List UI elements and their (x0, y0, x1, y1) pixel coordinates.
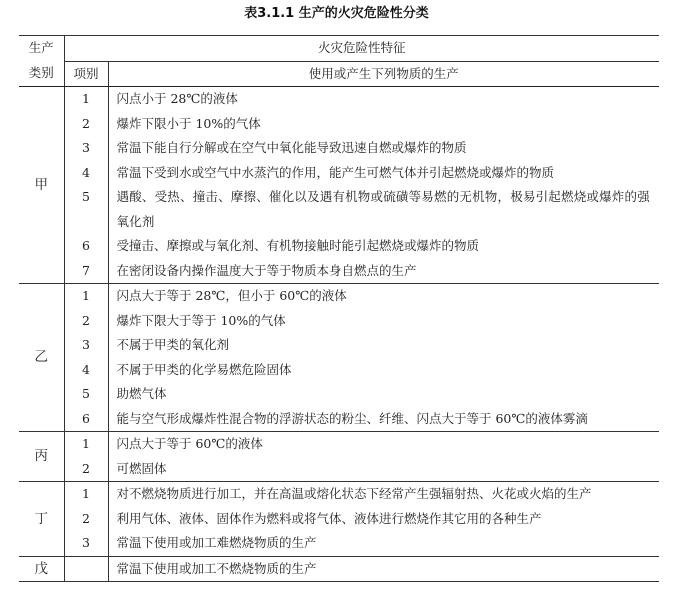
item-number: 6 (64, 234, 108, 259)
table-row (19, 161, 659, 186)
item-number: 4 (64, 161, 108, 186)
class-cell: 丙 (19, 432, 64, 482)
item-description: 闪点小于 28℃的液体 (116, 91, 238, 106)
table-row (19, 112, 659, 137)
header-row-2 (19, 61, 659, 87)
table-row (19, 531, 659, 556)
item-description: 常温下受到水或空气中水蒸汽的作用，能产生可燃气体并引起燃烧或爆炸的物质 (116, 164, 555, 180)
table-row (19, 432, 659, 457)
item-number: 4 (64, 358, 108, 383)
item-description: 能与空气形成爆炸性混合物的浮游状态的粉尘、纤维、闪点大于等于 60℃的液体雾滴 (108, 407, 659, 432)
item-number: 1 (64, 482, 108, 507)
header-row-1 (19, 36, 659, 62)
item-number: 1 (64, 87, 108, 112)
header-feature-label: 火灾危险性特征 (64, 36, 659, 62)
item-number: 2 (64, 457, 108, 482)
item-number: 1 (64, 284, 108, 309)
item-number: 6 (64, 407, 108, 432)
item-description: 在密闭设备内操作温度大于等于物质本身自燃点的生产 (108, 259, 659, 284)
item-number: 3 (64, 136, 108, 161)
item-description: 可燃固体 (108, 457, 659, 482)
table-row (19, 136, 659, 161)
item-description: 受撞击、摩擦或与氧化剂、有机物接触时能引起燃烧或爆炸的物质 (116, 238, 480, 253)
item-description: 不属于甲类的氧化剂 (116, 337, 230, 352)
header-item-label: 项别 (64, 61, 108, 87)
table-row (19, 87, 659, 112)
table-row (19, 185, 659, 234)
item-description: 不属于甲类的化学易燃危险固体 (116, 361, 292, 377)
header-class-label-1: 生产 (19, 36, 64, 62)
item-description: 常温下能自行分解或在空气中氧化能导致迅速自燃或爆炸的物质 (116, 140, 467, 155)
item-description: 闪点大于等于 60℃的液体 (108, 432, 659, 457)
item-description: 闪点大于等于 28℃，但小于 60℃的液体 (108, 284, 659, 309)
header-desc-label: 使用或产生下列物质的生产 (108, 61, 659, 87)
item-number: 1 (64, 432, 108, 457)
item-description: 利用气体、液体、固体作为燃料或将气体、液体进行燃烧作其它用的各种生产 (116, 510, 542, 526)
item-number: 3 (64, 333, 108, 358)
item-number: 5 (64, 382, 108, 407)
table-row (19, 407, 659, 432)
table-row (19, 507, 659, 532)
class-cell: 戊 (19, 556, 64, 582)
table-row (19, 382, 659, 407)
item-description: 常温下使用或加工难燃烧物质的生产 (108, 531, 659, 556)
item-number: 3 (64, 531, 108, 556)
item-number (64, 556, 108, 582)
item-number: 7 (64, 259, 108, 284)
class-cell: 丁 (19, 482, 64, 557)
item-description: 爆炸下限大于等于 10%的气体 (116, 312, 286, 328)
table-row (19, 284, 659, 309)
class-cell: 甲 (19, 87, 64, 284)
table-row (19, 259, 659, 284)
table-row (19, 358, 659, 383)
item-description: 助燃气体 (116, 386, 167, 401)
fire-hazard-table (19, 35, 659, 582)
item-number: 2 (64, 309, 108, 334)
table-row (19, 556, 659, 582)
item-number: 5 (64, 185, 108, 234)
item-number: 2 (64, 507, 108, 532)
page-title: 表3.1.1 生产的火灾危险性分类 (244, 6, 429, 21)
table-row (19, 333, 659, 358)
table-row (19, 457, 659, 482)
item-number: 2 (64, 112, 108, 137)
table-row (19, 482, 659, 507)
table-row (19, 309, 659, 334)
item-description: 爆炸下限小于 10%的气体 (116, 115, 261, 131)
class-cell: 乙 (19, 284, 64, 432)
item-description: 对不燃烧物质进行加工，并在高温或熔化状态下经常产生强辐射热、火花或火焰的生产 (108, 482, 659, 507)
table-row (19, 234, 659, 259)
item-description: 遇酸、受热、撞击、摩擦、催化以及遇有机物或硫磺等易燃的无机物，极易引起燃烧或爆炸的强氧化剂 (116, 189, 650, 229)
item-description: 常温下使用或加工不燃烧物质的生产 (108, 556, 659, 582)
header-class-label-2: 类别 (19, 61, 64, 87)
